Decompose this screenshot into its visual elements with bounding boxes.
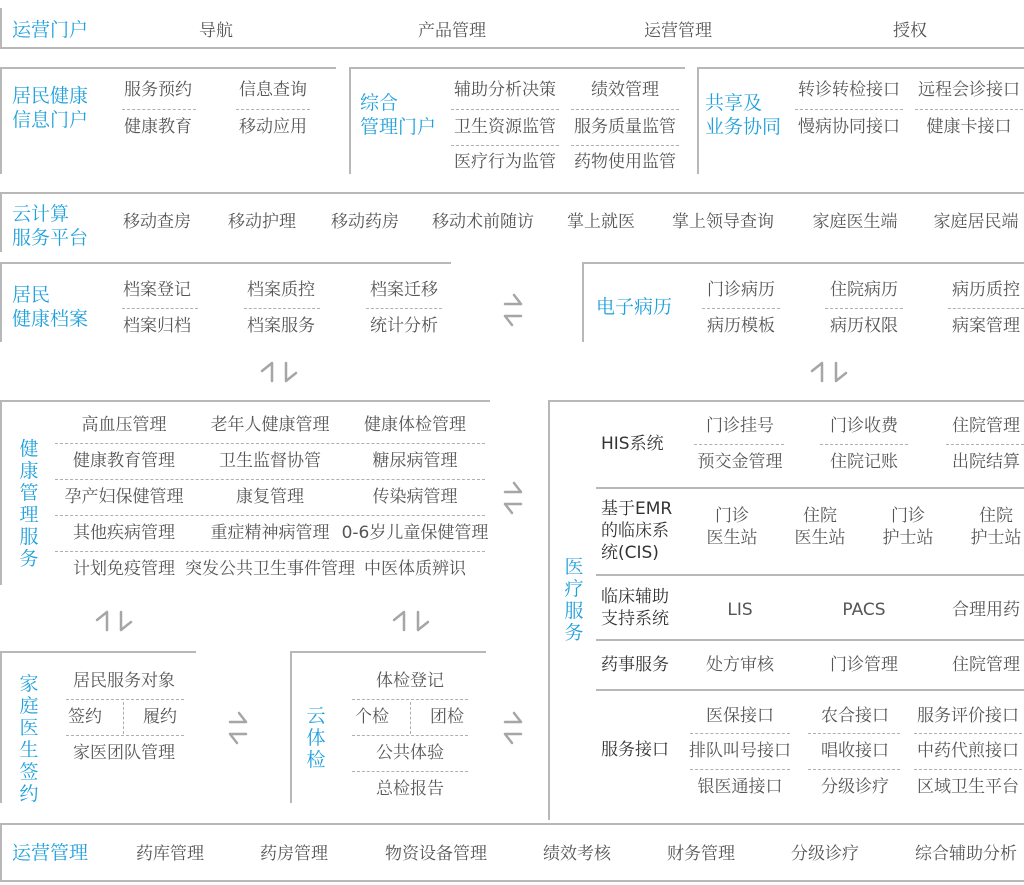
pharmacy-item[interactable]: 住院管理 bbox=[952, 655, 1020, 675]
cloud-platform-item[interactable]: 移动查房 bbox=[123, 212, 191, 232]
cloud-platform-item[interactable]: 家庭医生端 bbox=[812, 212, 898, 232]
integrated-portal-title: 管理门户 bbox=[360, 116, 437, 138]
divider bbox=[948, 308, 1024, 309]
health-mgmt-item[interactable]: 老年人健康管理 bbox=[210, 415, 330, 435]
interface-item[interactable]: 服务评价接口 bbox=[917, 706, 1019, 726]
collab-item[interactable]: 转诊转检接口 bbox=[798, 80, 900, 100]
divider bbox=[915, 109, 1023, 110]
divider bbox=[122, 109, 196, 110]
his-item[interactable]: 出院结算 bbox=[952, 452, 1020, 472]
resident-portal-item[interactable]: 移动应用 bbox=[239, 117, 307, 137]
his-item[interactable]: 预交金管理 bbox=[697, 452, 783, 472]
cloud-platform-item[interactable]: 移动护理 bbox=[228, 212, 296, 232]
aux-label: 支持系统 bbox=[601, 609, 669, 629]
divider bbox=[366, 308, 442, 309]
divider bbox=[123, 702, 124, 734]
divider bbox=[55, 443, 485, 444]
cloud-platform-border-left bbox=[0, 192, 2, 252]
top-nav-border-bottom bbox=[0, 47, 1024, 49]
health-records-border-top bbox=[0, 262, 451, 264]
divider bbox=[808, 733, 900, 734]
resident-portal-border-top bbox=[0, 67, 336, 69]
cloud-exam-border-top bbox=[290, 651, 486, 653]
health-mgmt-item[interactable]: 其他疾病管理 bbox=[73, 523, 175, 543]
health-mgmt-item[interactable]: 突发公共卫生事件管理 bbox=[185, 559, 355, 579]
aux-item[interactable]: LIS bbox=[727, 600, 753, 620]
interface-item[interactable]: 区域卫生平台 bbox=[917, 777, 1019, 797]
bottom-title: 运营管理 bbox=[12, 842, 89, 864]
divider bbox=[702, 308, 780, 309]
emr-item[interactable]: 门诊病历 bbox=[707, 280, 775, 300]
divider bbox=[690, 769, 790, 770]
health-mgmt-border-top bbox=[0, 400, 490, 402]
cloud-platform-title: 服务平台 bbox=[12, 227, 89, 249]
integrated-portal-title: 综合 bbox=[360, 92, 399, 114]
divider bbox=[244, 308, 320, 309]
bottom-item[interactable]: 绩效考核 bbox=[543, 844, 611, 864]
emr-item[interactable]: 住院病历 bbox=[830, 280, 898, 300]
cloud-platform-item[interactable]: 家庭居民端 bbox=[933, 212, 1019, 232]
interface-item[interactable]: 分级诊疗 bbox=[821, 777, 889, 797]
cis-item[interactable]: 医生站 bbox=[794, 528, 846, 548]
medical-border-top bbox=[548, 400, 1024, 402]
integrated-portal-item[interactable]: 药物使用监管 bbox=[574, 152, 676, 172]
family-title: 家庭医生签约 bbox=[19, 673, 39, 805]
top-nav-item[interactable]: 授权 bbox=[893, 21, 927, 41]
resident-portal-title: 居民健康 bbox=[12, 85, 89, 107]
divider bbox=[690, 733, 790, 734]
health-mgmt-item[interactable]: 计划免疫管理 bbox=[73, 559, 175, 579]
interface-item[interactable]: 医保接口 bbox=[706, 706, 774, 726]
top-nav-item[interactable]: 产品管理 bbox=[418, 21, 486, 41]
bidirectional-arrow-horizontal-icon bbox=[500, 478, 526, 518]
health-mgmt-item[interactable]: 糖尿病管理 bbox=[372, 451, 458, 471]
his-item[interactable]: 住院管理 bbox=[952, 416, 1020, 436]
health-records-title: 健康档案 bbox=[12, 308, 89, 330]
bidirectional-arrow-vertical-icon bbox=[808, 358, 850, 386]
interface-item[interactable]: 农合接口 bbox=[821, 706, 889, 726]
divider bbox=[795, 109, 903, 110]
interface-item[interactable]: 唱收接口 bbox=[821, 741, 889, 761]
divider bbox=[451, 109, 559, 110]
divider bbox=[571, 109, 679, 110]
divider bbox=[66, 699, 184, 700]
bidirectional-arrow-vertical-icon bbox=[93, 607, 135, 635]
bidirectional-arrow-horizontal-icon bbox=[500, 290, 526, 330]
cis-item[interactable]: 门诊 bbox=[891, 506, 925, 526]
cis-item[interactable]: 医生站 bbox=[706, 528, 758, 548]
top-nav-border-left bbox=[0, 8, 2, 48]
health-mgmt-item[interactable]: 卫生监督协管 bbox=[219, 451, 321, 471]
family-item[interactable]: 居民服务对象 bbox=[73, 671, 175, 691]
health-mgmt-item[interactable]: 孕产妇保健管理 bbox=[64, 487, 184, 507]
emr-item[interactable]: 病历模板 bbox=[707, 316, 775, 336]
cis-item[interactable]: 住院 bbox=[803, 506, 837, 526]
collab-item[interactable]: 健康卡接口 bbox=[926, 117, 1012, 137]
medical-row-separator bbox=[596, 689, 1024, 691]
divider bbox=[352, 735, 468, 736]
divider bbox=[825, 308, 903, 309]
divider bbox=[451, 145, 559, 146]
bidirectional-arrow-vertical-icon bbox=[390, 607, 432, 635]
medical-row-separator bbox=[596, 487, 1024, 489]
his-label: HIS系统 bbox=[601, 434, 664, 454]
medical-title: 医疗服务 bbox=[564, 556, 584, 644]
cloud-exam-border-left bbox=[290, 651, 292, 803]
divider bbox=[946, 444, 1024, 445]
bottom-item[interactable]: 分级诊疗 bbox=[791, 844, 859, 864]
top-nav-portal[interactable]: 运营门户 bbox=[12, 19, 89, 41]
resident-portal-item[interactable]: 健康教育 bbox=[124, 117, 192, 137]
health-mgmt-item[interactable]: 健康体检管理 bbox=[364, 415, 466, 435]
bottom-item[interactable]: 物资设备管理 bbox=[385, 844, 487, 864]
aux-item[interactable]: PACS bbox=[842, 600, 886, 620]
bottom-item[interactable]: 药库管理 bbox=[136, 844, 204, 864]
medical-row-separator bbox=[596, 574, 1024, 576]
divider bbox=[352, 699, 468, 700]
collab-item[interactable]: 远程会诊接口 bbox=[918, 80, 1020, 100]
cis-label: 基于EMR bbox=[601, 499, 673, 519]
health-mgmt-item[interactable]: 中医体质辨识 bbox=[364, 559, 466, 579]
integrated-portal-item[interactable]: 绩效管理 bbox=[591, 80, 659, 100]
divider bbox=[55, 515, 485, 516]
health-mgmt-item[interactable]: 重症精神病管理 bbox=[210, 523, 330, 543]
health-records-item[interactable]: 统计分析 bbox=[370, 316, 438, 336]
health-records-item[interactable]: 档案服务 bbox=[247, 316, 315, 336]
collab-border-left bbox=[697, 67, 699, 174]
cis-item[interactable]: 门诊 bbox=[715, 506, 749, 526]
resident-portal-item[interactable]: 服务预约 bbox=[124, 80, 192, 100]
resident-portal-border-left bbox=[0, 67, 2, 174]
divider bbox=[66, 735, 184, 736]
divider bbox=[410, 702, 411, 734]
bottom-item[interactable]: 综合辅助分析 bbox=[915, 844, 1017, 864]
emr-border-top bbox=[582, 262, 1024, 264]
divider bbox=[122, 308, 198, 309]
collab-border-top bbox=[697, 67, 1024, 69]
cloud-exam-title: 云体检 bbox=[306, 705, 326, 771]
integrated-portal-border-left bbox=[349, 67, 351, 174]
family-border-left bbox=[0, 651, 2, 803]
collab-title: 共享及 bbox=[705, 92, 763, 114]
health-mgmt-item[interactable]: 0-6岁儿童保健管理 bbox=[341, 523, 489, 543]
health-mgmt-item[interactable]: 健康教育管理 bbox=[73, 451, 175, 471]
emr-item[interactable]: 病历权限 bbox=[830, 316, 898, 336]
integrated-portal-item[interactable]: 服务质量监管 bbox=[574, 117, 676, 137]
cis-label: 统(CIS) bbox=[601, 543, 659, 563]
medical-row-separator bbox=[596, 639, 1024, 641]
family-item[interactable]: 家医团队管理 bbox=[73, 743, 175, 763]
cloud-exam-item[interactable]: 体检登记 bbox=[376, 671, 444, 691]
health-mgmt-item[interactable]: 康复管理 bbox=[236, 487, 304, 507]
health-records-title: 居民 bbox=[12, 284, 51, 306]
top-nav-item[interactable]: 运营管理 bbox=[644, 21, 712, 41]
interface-item[interactable]: 中药代煎接口 bbox=[917, 741, 1019, 761]
health-records-item[interactable]: 档案质控 bbox=[247, 280, 315, 300]
health-mgmt-item[interactable]: 传染病管理 bbox=[372, 487, 458, 507]
emr-title: 电子病历 bbox=[596, 296, 673, 318]
resident-portal-item[interactable]: 信息查询 bbox=[239, 80, 307, 100]
health-records-item[interactable]: 档案登记 bbox=[123, 280, 191, 300]
divider bbox=[914, 733, 1022, 734]
cloud-exam-item[interactable]: 公共体验 bbox=[376, 743, 444, 763]
bottom-bar-border-bottom bbox=[0, 880, 1024, 882]
pharmacy-label: 药事服务 bbox=[601, 655, 669, 675]
cloud-exam-item[interactable]: 个检 bbox=[355, 707, 389, 727]
his-item[interactable]: 住院记账 bbox=[830, 452, 898, 472]
aux-label: 临床辅助 bbox=[601, 587, 669, 607]
emr-item[interactable]: 病案管理 bbox=[952, 316, 1020, 336]
pharmacy-item[interactable]: 处方审核 bbox=[706, 655, 774, 675]
cloud-platform-item[interactable]: 移动药房 bbox=[331, 212, 399, 232]
bidirectional-arrow-horizontal-icon bbox=[500, 708, 526, 748]
his-item[interactable]: 门诊收费 bbox=[830, 416, 898, 436]
interface-item[interactable]: 排队叫号接口 bbox=[689, 741, 791, 761]
integrated-portal-item[interactable]: 医疗行为监管 bbox=[454, 152, 556, 172]
health-records-border-left bbox=[0, 262, 2, 342]
divider bbox=[55, 479, 485, 480]
cloud-platform-title: 云计算 bbox=[12, 203, 70, 225]
divider bbox=[236, 109, 310, 110]
cloud-platform-item[interactable]: 移动术前随访 bbox=[432, 212, 534, 232]
bottom-item[interactable]: 药房管理 bbox=[260, 844, 328, 864]
aux-item[interactable]: 合理用药 bbox=[952, 600, 1020, 620]
health-mgmt-border-left bbox=[0, 400, 2, 585]
pharmacy-item[interactable]: 门诊管理 bbox=[830, 655, 898, 675]
bottom-bar-border-top bbox=[0, 823, 1024, 825]
divider bbox=[571, 145, 679, 146]
integrated-portal-border-top bbox=[349, 67, 685, 69]
bottom-item[interactable]: 财务管理 bbox=[667, 844, 735, 864]
family-border-top bbox=[0, 651, 196, 653]
cis-item[interactable]: 住院 bbox=[979, 506, 1013, 526]
divider bbox=[820, 444, 908, 445]
bottom-bar-border-left bbox=[0, 823, 2, 881]
his-item[interactable]: 门诊挂号 bbox=[706, 416, 774, 436]
emr-border-left bbox=[582, 262, 584, 342]
medical-border-left bbox=[548, 400, 550, 820]
cis-item[interactable]: 护士站 bbox=[882, 528, 934, 548]
cloud-exam-item[interactable]: 团检 bbox=[430, 707, 464, 727]
cloud-platform-item[interactable]: 掌上就医 bbox=[567, 212, 635, 232]
bidirectional-arrow-horizontal-icon bbox=[225, 708, 251, 748]
divider bbox=[694, 444, 784, 445]
cloud-platform-item[interactable]: 掌上领导查询 bbox=[672, 212, 774, 232]
divider bbox=[914, 769, 1022, 770]
interfaces-label: 服务接口 bbox=[601, 740, 669, 760]
divider bbox=[55, 551, 485, 552]
cloud-platform-border-top bbox=[0, 192, 1024, 194]
interface-item[interactable]: 银医通接口 bbox=[697, 777, 783, 797]
health-records-item[interactable]: 档案迁移 bbox=[370, 280, 438, 300]
health-mgmt-item[interactable]: 高血压管理 bbox=[81, 415, 167, 435]
cloud-exam-item[interactable]: 总检报告 bbox=[376, 779, 444, 799]
top-nav-item[interactable]: 导航 bbox=[199, 21, 233, 41]
collab-item[interactable]: 慢病协同接口 bbox=[798, 117, 900, 137]
family-item[interactable]: 签约 bbox=[68, 707, 102, 727]
bidirectional-arrow-vertical-icon bbox=[258, 358, 300, 386]
divider bbox=[808, 769, 900, 770]
health-mgmt-title: 健康管理服务 bbox=[19, 438, 39, 570]
integrated-portal-item[interactable]: 卫生资源监管 bbox=[454, 117, 556, 137]
family-item[interactable]: 履约 bbox=[143, 707, 177, 727]
emr-item[interactable]: 病历质控 bbox=[952, 280, 1020, 300]
cis-label: 的临床系 bbox=[601, 521, 669, 541]
collab-title: 业务协同 bbox=[705, 116, 782, 138]
integrated-portal-item[interactable]: 辅助分析决策 bbox=[454, 80, 556, 100]
resident-portal-title: 信息门户 bbox=[12, 109, 89, 131]
cis-item[interactable]: 护士站 bbox=[970, 528, 1022, 548]
health-records-item[interactable]: 档案归档 bbox=[123, 316, 191, 336]
divider bbox=[352, 771, 468, 772]
